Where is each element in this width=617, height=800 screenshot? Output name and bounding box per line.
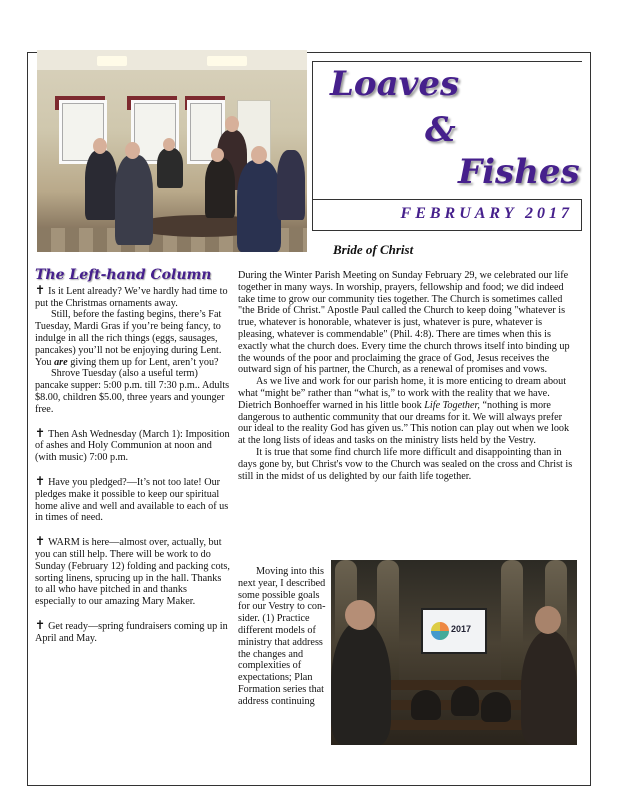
cathedral-photo <box>331 560 577 745</box>
month-bar <box>312 199 582 231</box>
list-item <box>35 473 230 524</box>
book-title: Life Together, <box>424 399 480 411</box>
cross-icon: ✝ <box>35 282 46 297</box>
left-hand-column <box>35 267 230 657</box>
item-text: Still, before the fasting begins, there’s Fat Tuesday, Mardi Gras if you’re being fancy, to indulge in all the rich things (eggs, sausages, pancakes) you’ll not be enjoying during Lent. You <box>35 309 222 368</box>
list-item <box>35 617 230 645</box>
article-paragraph: Moving into this next year, I described some possible goals for our Vestry to con-sider. (1) Practice different models of ministry that address the changes and complexities of expectations; Plan Formation series that address continuing <box>238 566 326 707</box>
cross-icon: ✝ <box>35 425 46 440</box>
item-text: Shrove Tuesday (also a useful term) pancake supper: 5:00 p.m. till 7:30 p.m.. Adults $8.00, children $5.00, three years and younger free. <box>35 368 230 415</box>
item-text: Have you pledged?—It’s not too late! Our pledges make it possible to keep our spiritual home alive and well and available to each of us in times of need. <box>35 476 229 524</box>
issue-month: FEBRUARY 2017 <box>400 205 573 222</box>
projection-screen <box>421 608 487 654</box>
list-item <box>35 425 230 464</box>
item-text: WARM is here—almost over, actually, but you can still help. There will be work to do Sunday (February 12) folding and packing cots, sorting linens, sprucing up in the hall. Thanks to all who have pitched in and thanks especially to our amazing Mary Maker. <box>35 537 230 608</box>
list-item <box>35 282 230 416</box>
main-article <box>238 270 578 482</box>
masthead-title-fishes: Fishes <box>458 152 580 192</box>
cross-icon: ✝ <box>35 473 46 488</box>
item-text: giving them up for Lent, aren’t you? <box>67 356 219 368</box>
cross-icon: ✝ <box>35 617 46 632</box>
parish-meeting-photo <box>37 50 307 252</box>
item-text: Then Ash Wednesday (March 1): Imposition of ashes and Holy Communion at noon and (with music) 7:00 p.m. <box>35 428 230 464</box>
logo-icon <box>431 622 449 640</box>
masthead-title-ampersand: & <box>425 110 456 150</box>
article-paragraph: As we live and work for our parish home, it is more enticing to dream about what “might be” rather than “what is,” to work with the reality that we have. Dietrich Bonhoeffer warned in his little book <box>238 376 567 411</box>
article-paragraph: It is true that some find church life more difficult and disappointing than in days gone by, but Christ's vow to the Church was sealed on the cross and Christ is still in the midst of us delighted by our faith life together. <box>238 446 573 482</box>
item-text: Get ready—spring fundraisers coming up in April and May. <box>35 620 228 644</box>
article-continuation <box>238 566 330 708</box>
list-item <box>35 536 230 608</box>
article-title: Bride of Christ <box>333 242 414 257</box>
cross-icon: ✝ <box>35 534 46 549</box>
screen-text: 2017 <box>451 624 472 634</box>
emphasis-text: are <box>54 356 68 368</box>
masthead-title-loaves: Loaves <box>330 64 460 104</box>
article-paragraph: “nothing is more dangerous to authentic community that our dreams for it. We will always prefer our ideal to the reality God has given us.” This notion can play out when we look at the long lists of ideas and tasks on the ministry lists held by the Vestry. <box>238 399 570 447</box>
article-paragraph: During the Winter Parish Meeting on Sunday February 29, we celebrated our life together in many ways. In worship, prayers, fellowship and food; we did indeed take time to grow our community ties together. The Church is sometimes called "the Bride of Christ." Apostle Paul called the Church to keep doing "whatever is true, whatever is honorable, whatever is just, whatever is pure, whatever is pleasing, whatever is commendable" (Phil. 4:8). There are times when this is exactly what the church does. Every time the church throws itself into binding up the wounds of the poor and proclaiming the grace of God, Jesus receives the outward sign of his partner, the Church, as a renewal of promises and vows. <box>238 270 570 376</box>
left-column-heading: The Left-hand Column <box>35 267 212 283</box>
item-text: Is it Lent already? We’ve hardly had time to put the Christmas ornaments away. <box>35 285 228 309</box>
